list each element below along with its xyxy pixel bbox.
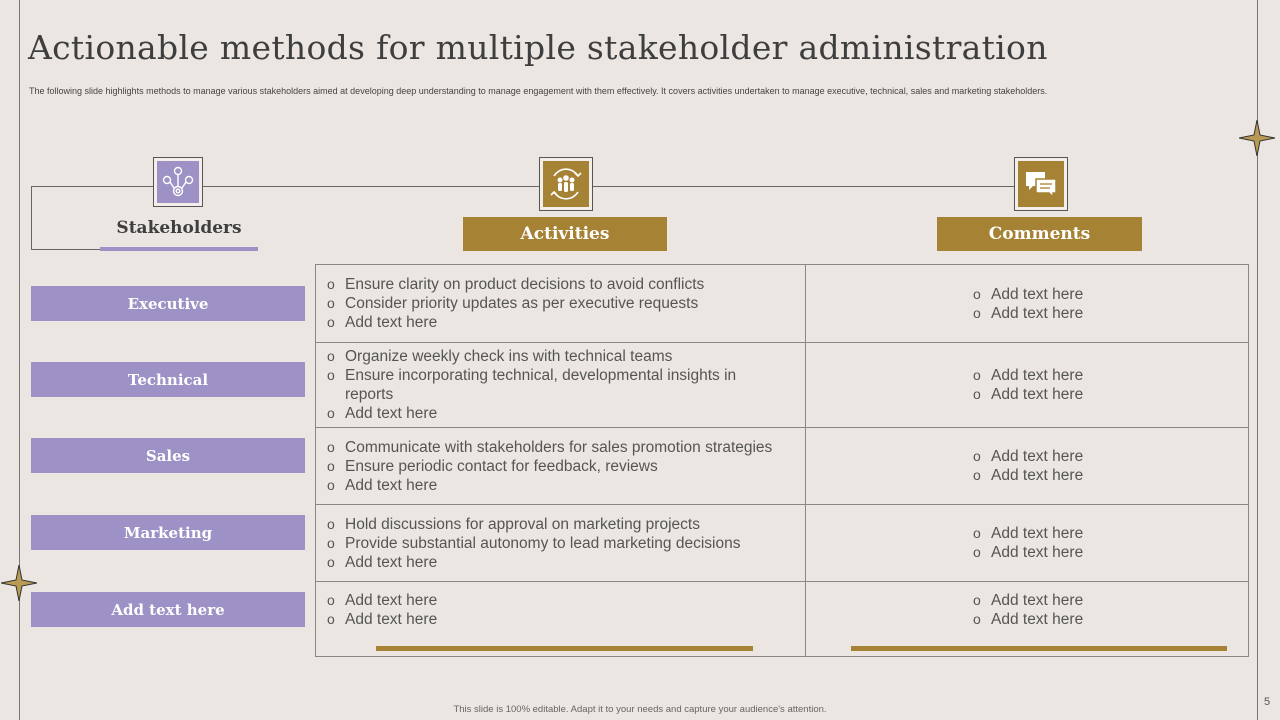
table-row [316, 504, 1248, 581]
bracket-bottom-line [31, 249, 101, 250]
activities-cell [316, 505, 804, 581]
activities-cell [316, 343, 804, 427]
comment-item: o Add text here [972, 466, 1083, 485]
comment-item: o Add text here [972, 304, 1083, 323]
stakeholders-network-icon [157, 161, 199, 203]
table-row [316, 427, 1248, 504]
activities-cell [316, 265, 804, 342]
activity-item: o Add text here [326, 553, 740, 572]
footer-note: This slide is 100% editable. Adapt it to your needs and capture your audience's attention. [453, 704, 827, 715]
activities-icon-box [539, 157, 593, 211]
team-cycle-icon [543, 161, 589, 207]
activities-cell [316, 582, 804, 656]
activity-item: o Ensure periodic contact for feedback, reviews [326, 457, 772, 476]
comments-cell [805, 582, 1248, 656]
activities-header: Activities [463, 217, 667, 251]
comments-cell [805, 265, 1248, 342]
stakeholders-icon-box [153, 157, 203, 207]
activity-item: o Ensure clarity on product decisions to avoid conflicts [326, 275, 704, 294]
stakeholder-label-add-text: Add text here [31, 592, 305, 627]
comments-header: Comments [937, 217, 1142, 251]
comment-item: o Add text here [972, 447, 1083, 466]
activity-item: o Hold discussions for approval on marketing projects [326, 515, 740, 534]
left-frame-line [19, 0, 20, 720]
activity-item: o Ensure incorporating technical, developmental insights in reports [326, 366, 745, 404]
comment-item: o Add text here [972, 610, 1083, 629]
activities-accent-bar [376, 646, 753, 651]
stakeholders-header-underline [100, 247, 258, 251]
methods-table [315, 264, 1249, 657]
page-title: Actionable methods for multiple stakeholder administration [28, 28, 1048, 67]
page-number: 5 [1264, 696, 1271, 708]
page-subtitle: The following slide highlights methods to manage various stakeholders aimed at developing deep understanding to manage engagement with them effectively. It covers activities undertaken to manage executive, technical, sales and marketing stakeholders. [29, 86, 1048, 96]
activity-item: o Add text here [326, 591, 437, 610]
comments-cell [805, 343, 1248, 427]
table-row [316, 265, 1248, 342]
bracket-vertical-line [31, 186, 32, 250]
activity-item: o Communicate with stakeholders for sales promotion strategies [326, 438, 772, 457]
stakeholders-header: Stakeholders [116, 218, 242, 238]
comments-accent-bar [851, 646, 1227, 651]
sparkle-star-icon [1239, 120, 1275, 156]
comments-icon-box [1014, 157, 1068, 211]
activity-item: o Add text here [326, 404, 745, 423]
stakeholder-label-marketing: Marketing [31, 515, 305, 550]
activity-item: o Add text here [326, 610, 437, 629]
chat-bubbles-icon [1018, 161, 1064, 207]
comments-cell [805, 428, 1248, 504]
table-row [316, 342, 1248, 427]
activity-item: o Organize weekly check ins with technical teams [326, 347, 745, 366]
comment-item: o Add text here [972, 591, 1083, 610]
comment-item: o Add text here [972, 524, 1083, 543]
activities-cell [316, 428, 804, 504]
activity-item: o Add text here [326, 476, 772, 495]
comments-cell [805, 505, 1248, 581]
comment-item: o Add text here [972, 543, 1083, 562]
activity-item: o Consider priority updates as per executive requests [326, 294, 704, 313]
stakeholder-label-sales: Sales [31, 438, 305, 473]
comment-item: o Add text here [972, 385, 1083, 404]
right-frame-line [1257, 0, 1258, 720]
comment-item: o Add text here [972, 285, 1083, 304]
comment-item: o Add text here [972, 366, 1083, 385]
table-row [316, 581, 1248, 656]
activity-item: o Add text here [326, 313, 704, 332]
activity-item: o Provide substantial autonomy to lead marketing decisions [326, 534, 740, 553]
stakeholder-label-technical: Technical [31, 362, 305, 397]
stakeholder-label-executive: Executive [31, 286, 305, 321]
